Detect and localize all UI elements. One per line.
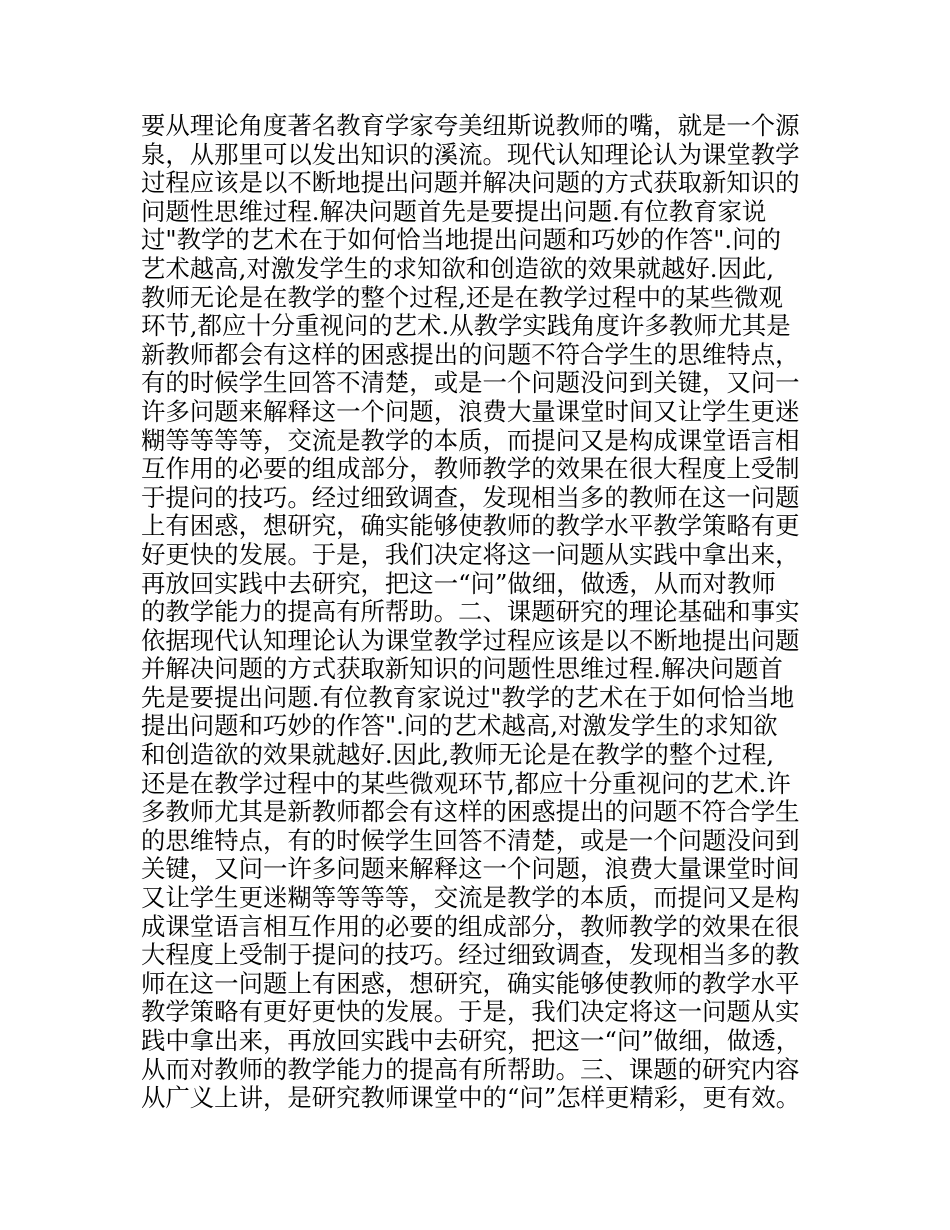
text-line: 多教师尤其是新教师都会有这样的困惑提出的问题不符合学生 [141,797,800,827]
text-line: 先是要提出问题.有位教育家说过"教学的艺术在于如何恰当地 [141,682,795,712]
text-line: 成课堂语言相互作用的必要的组成部分，教师教学的效果在很 [141,911,800,941]
text-line: 有的时候学生回答不清楚，或是一个问题没问到关键，又问一 [141,368,800,398]
text-line: 糊等等等等，交流是教学的本质，而提问又是构成课堂语言相 [141,425,800,455]
text-line: 又让学生更迷糊等等等等，交流是教学的本质，而提问又是构 [141,883,800,913]
text-line: 过程应该是以不断地提出问题并解决问题的方式获取新知识的 [141,168,800,198]
text-line: 和创造欲的效果就越好.因此,教师无论是在教学的整个过程, [141,740,775,770]
text-line: 践中拿出来，再放回实践中去研究，把这一“问”做细，做透， [141,1026,801,1055]
text-line: 依据现代认知理论认为课堂教学过程应该是以不断地提出问题 [141,625,800,655]
text-line: 要从理论角度著名教育学家夸美纽斯说教师的嘴，就是一个源 [141,111,800,140]
text-line: 的思维特点，有的时候学生回答不清楚，或是一个问题没问到 [141,825,800,855]
text-line: 好更快的发展。于是，我们决定将这一问题从实践中拿出来， [141,539,800,569]
text-line: 教学策略有更好更快的发展。于是，我们决定将这一问题从实 [141,997,800,1027]
text-line: 大程度上受制于提问的技巧。经过细致调查，发现相当多的教 [141,940,800,970]
text-line: 新教师都会有这样的困惑提出的问题不符合学生的思维特点， [141,339,800,369]
text-line: 上有困惑，想研究，确实能够使教师的教学水平教学策略有更 [141,511,800,541]
text-line: 从而对教师的教学能力的提高有所帮助。三、课题的研究内容 [141,1054,800,1084]
text-line: 教师无论是在教学的整个过程,还是在教学过程中的某些微观 [141,282,783,312]
text-line: 再放回实践中去研究，把这一“问”做细，做透，从而对教师 [141,568,776,598]
text-line: 问题性思维过程.解决问题首先是要提出问题.有位教育家说 [141,196,767,226]
text-line: 环节,都应十分重视问的艺术.从教学实践角度许多教师尤其是 [141,311,791,341]
body-text [141,112,841,1113]
text-line: 提出问题和巧妙的作答".问的艺术越高,对激发学生的求知欲 [141,711,778,741]
text-line: 关键，又问一许多问题来解释这一个问题，浪费大量课堂时间 [141,854,800,884]
text-line: 并解决问题的方式获取新知识的问题性思维过程.解决问题首 [141,654,783,684]
text-line: 许多问题来解释这一个问题，浪费大量课堂时间又让学生更迷 [141,396,800,426]
text-line: 艺术越高,对激发学生的求知欲和创造欲的效果就越好.因此, [141,253,775,283]
text-line: 从广义上讲，是研究教师课堂中的“问”怎样更精彩，更有效。 [141,1083,801,1113]
text-line: 过"教学的艺术在于如何恰当地提出问题和巧妙的作答".问的 [141,225,781,255]
text-line: 师在这一问题上有困惑，想研究，确实能够使教师的教学水平 [141,968,800,998]
text-line: 的教学能力的提高有所帮助。二、课题研究的理论基础和事实 [141,597,800,627]
text-line: 泉，从那里可以发出知识的溪流。现代认知理论认为课堂教学 [141,139,800,169]
text-line: 于提问的技巧。经过细致调查，发现相当多的教师在这一问题 [141,482,800,512]
text-line: 还是在教学过程中的某些微观环节,都应十分重视问的艺术.许 [141,768,791,798]
text-line: 互作用的必要的组成部分，教师教学的效果在很大程度上受制 [141,454,800,484]
